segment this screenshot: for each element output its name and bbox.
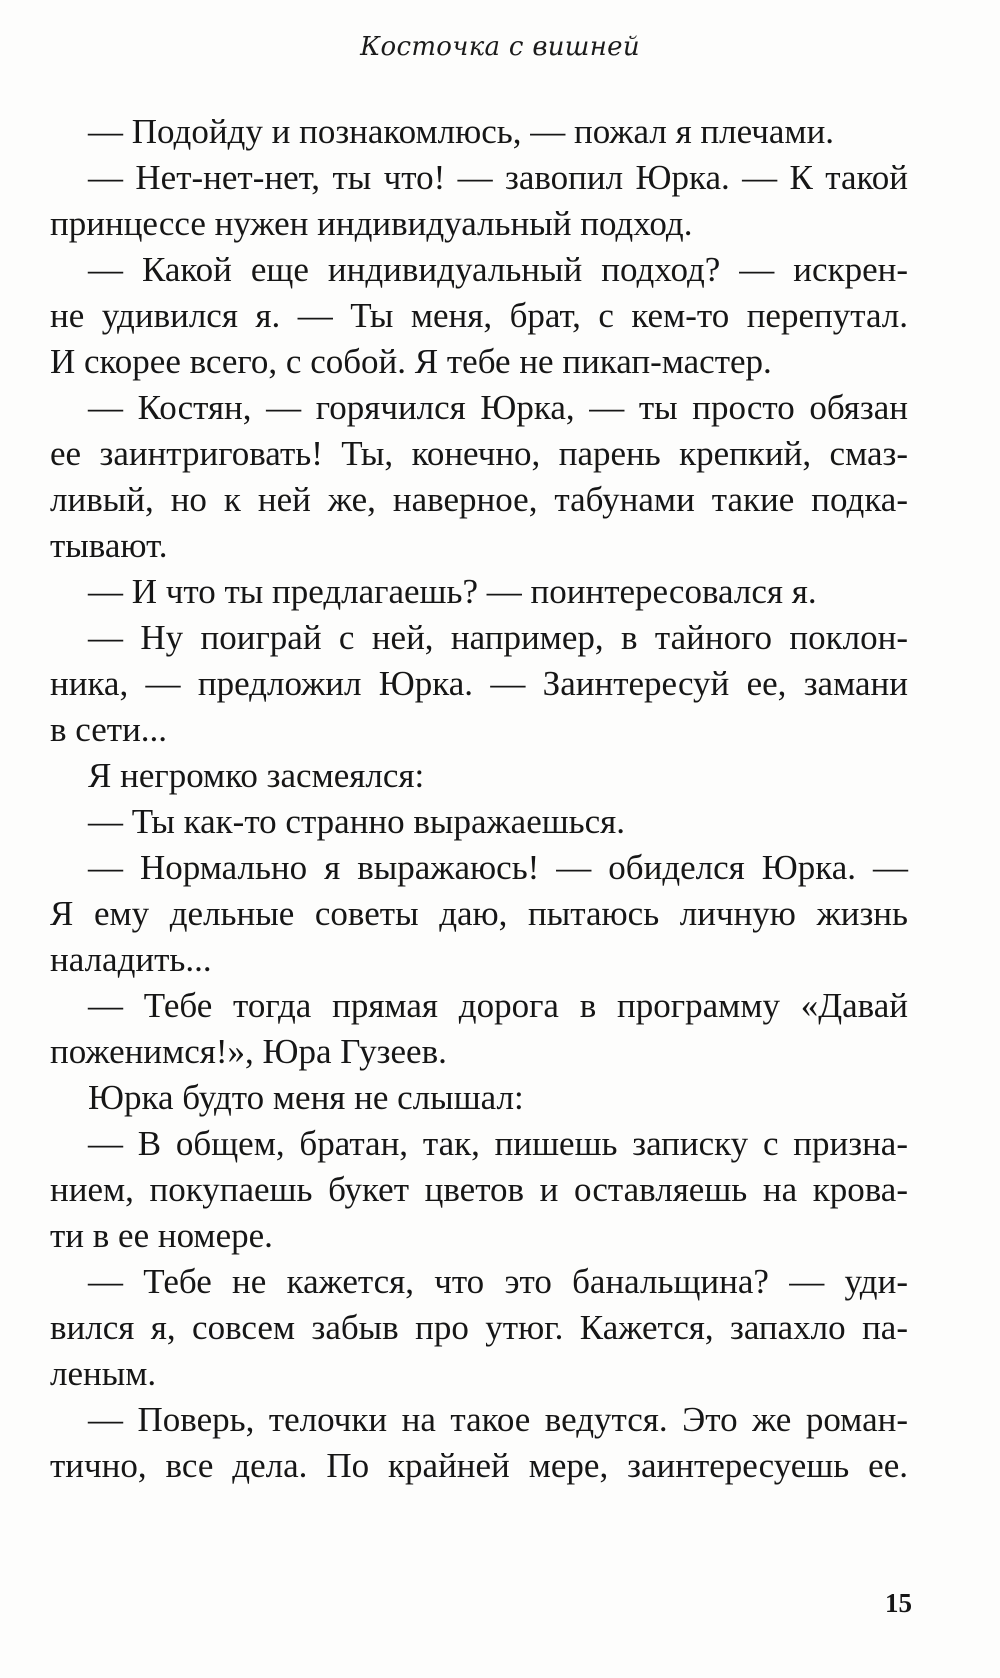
text-line: И скорее всего, с собой. Я тебе не пикап-мастер. xyxy=(50,342,772,381)
running-title: Косточка с вишней xyxy=(360,32,640,62)
text-line: — Поверь, телочки на такое ведутся. Это же роман- xyxy=(88,1400,908,1439)
text-line: — И что ты предлагаешь? — поинтересовался я. xyxy=(88,572,817,611)
text-line: вился я, совсем забыв про утюг. Кажется, запахло па- xyxy=(50,1308,908,1347)
text-line: поженимся!», Юра Гузеев. xyxy=(50,1032,447,1071)
text-line: ее заинтриговать! Ты, конечно, парень крепкий, смаз- xyxy=(50,434,908,473)
text-line: не удивился я. — Ты меня, брат, с кем-то перепутал. xyxy=(50,296,908,335)
text-line: нием, покупаешь букет цветов и оставляешь на крова- xyxy=(50,1170,908,1209)
text-line: Я ему дельные советы даю, пытаюсь личную жизнь xyxy=(50,894,908,933)
text-line: Я негромко засмеялся: xyxy=(88,756,425,795)
text-line: Юрка будто меня не слышал: xyxy=(88,1078,524,1117)
text-line: — Тебе тогда прямая дорога в программу «Давай xyxy=(88,986,908,1025)
text-line: тывают. xyxy=(50,526,168,565)
text-line: — Нет-нет-нет, ты что! — завопил Юрка. — К такой xyxy=(88,158,908,197)
text-line: тично, все дела. По крайней мере, заинтересуешь ее. xyxy=(50,1446,908,1485)
text-line: леным. xyxy=(50,1354,157,1393)
text-line: ливый, но к ней же, наверное, табунами такие подка- xyxy=(50,480,908,519)
page-number: 15 xyxy=(885,1588,912,1618)
text-line: ника, — предложил Юрка. — Заинтересуй ее, замани xyxy=(50,664,908,703)
text-line: наладить... xyxy=(50,940,212,979)
text-line: — Ну поиграй с ней, например, в тайного поклон- xyxy=(88,618,908,657)
text-line: — Костян, — горячился Юрка, — ты просто обязан xyxy=(88,388,908,427)
text-line: — Какой еще индивидуальный подход? — искрен- xyxy=(88,250,908,289)
text-line: принцессе нужен индивидуальный подход. xyxy=(50,204,693,243)
text-line: — Подойду и познакомлюсь, — пожал я плечами. xyxy=(88,112,835,151)
text-line: в сети... xyxy=(50,710,168,749)
text-line: — Тебе не кажется, что это банальщина? — уди- xyxy=(88,1262,908,1301)
text-line: — В общем, братан, так, пишешь записку с призна- xyxy=(88,1124,908,1163)
text-line: — Ты как-то странно выражаешься. xyxy=(88,802,626,841)
text-line: — Нормально я выражаюсь! — обиделся Юрка. — xyxy=(88,848,908,887)
text-line: ти в ее номере. xyxy=(50,1216,273,1255)
